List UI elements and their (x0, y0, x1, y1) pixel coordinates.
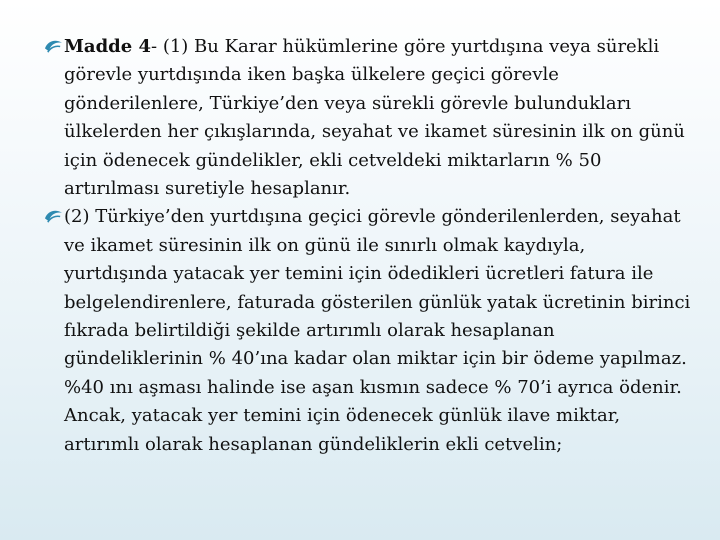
paragraph-article-4-clause-2 (44, 203, 694, 459)
article-heading: Madde 4 (64, 36, 152, 57)
slide-body (44, 33, 694, 459)
paragraph-text: - (1) Bu Karar hükümlerine göre yurtdışına veya sürekli görevle yurtdışında iken başka ülkelere geçici görevle gönderilenlere, Türkiye’den veya sürekli görevle bulundukları ülkelerden her çıkışlarında, seyahat ve ikamet süresinin ilk on günü için ödenecek gündelikler, ekli cetveldeki miktarların % 50 artırılması suretiyle hesaplanır. (64, 36, 685, 200)
paragraph-text: (2) Türkiye’den yurtdışına geçici görevle gönderilenlerden, seyahat ve ikamet süresinin ilk on günü ile sınırlı olmak kaydıyla, yurtdışında yatacak yer temini için ödedikleri ücretleri fatura ile belgelendirenlere, faturada gösterilen günlük yatak ücretinin birinci fıkrada belirtildiği şekilde artırımlı olarak hesaplanan gündeliklerinin % 40’ına kadar olan miktar için bir ödeme yapılmaz. %40 ını aşması halinde ise aşan kısmın sadece % 70’i ayrıca ödenir. Ancak, yatacak yer temini için ödenecek günlük ilave miktar, artırımlı olarak hesaplanan gündeliklerin ekli cetvelin; (64, 206, 691, 455)
swoosh-bullet-icon (44, 37, 63, 56)
swoosh-bullet-icon (44, 207, 63, 226)
paragraph-article-4-clause-1 (44, 33, 694, 203)
